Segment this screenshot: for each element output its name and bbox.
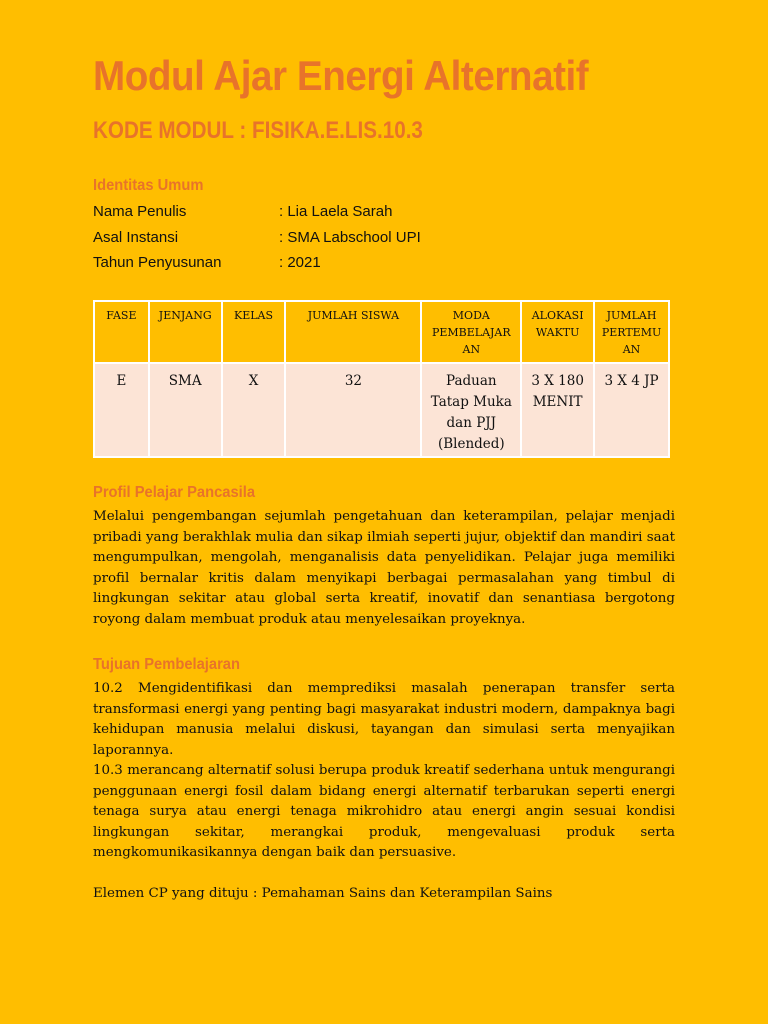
header-moda: MODA PEMBELAJAR AN xyxy=(421,301,521,363)
elemen-cp-text: Elemen CP yang dituju : Pemahaman Sains dan Keterampilan Sains xyxy=(93,886,553,901)
header-fase: FASE xyxy=(94,301,149,363)
tujuan-heading: Tujuan Pembelajaran xyxy=(93,656,240,673)
module-info-table xyxy=(93,300,670,458)
header-jumlah-siswa: JUMLAH SISWA xyxy=(285,301,421,363)
identitas-heading: Identitas Umum xyxy=(93,177,204,194)
page-title: Modul Ajar Energi Alternatif xyxy=(93,52,589,99)
module-code: KODE MODUL : FISIKA.E.LIS.10.3 xyxy=(93,117,423,144)
author-value: : Lia Laela Sarah xyxy=(279,203,393,220)
year-label: Tahun Penyusunan xyxy=(93,254,222,271)
cell-jumlah-siswa: 32 xyxy=(285,363,421,457)
tujuan-paragraph-2: 10.3 merancang alternatif solusi berupa produk kreatif sederhana untuk mengurangi penggunaan energi fosil dalam bidang energi alternatif terbarukan seperti energi tenaga surya atau energi tenaga mikrohidro atau energi angin sesuai kondisi lingkungan sekitar, merangkai produk, mengevaluasi produk serta mengkomunikasikannya dengan baik dan persuasive. xyxy=(93,763,675,860)
cell-pertemuan: 3 X 4 JP xyxy=(594,363,669,457)
tujuan-paragraph-1: 10.2 Mengidentifikasi dan memprediksi masalah penerapan transfer serta transformasi energi yang penting bagi masyarakat industri modern, dampaknya bagi kehidupan manusia melalui diskusi, tayangan dan simulasi serta menyajikan laporannya. xyxy=(93,681,675,758)
institution-label: Asal Instansi xyxy=(93,229,179,246)
cell-alokasi: 3 X 180 MENIT xyxy=(521,363,594,457)
table-row xyxy=(94,363,669,457)
institution-value: : SMA Labschool UPI xyxy=(279,229,421,246)
cell-moda: Paduan Tatap Muka dan PJJ (Blended) xyxy=(421,363,521,457)
author-label: Nama Penulis xyxy=(93,203,187,220)
header-pertemuan: JUMLAH PERTEMU AN xyxy=(594,301,669,363)
profil-heading: Profil Pelajar Pancasila xyxy=(93,484,256,501)
profil-paragraph: Melalui pengembangan sejumlah pengetahuan dan keterampilan, pelajar menjadi pribadi yang berakhlak mulia dan sikap ilmiah seperti jujur, objektif dan mandiri saat mengumpulkan, mengolah, menganalisis data penyelidikan. Pelajar juga memiliki profil bernalar kritis dalam menyikapi berbagai permasalahan yang timbul di lingkungan sekitar atau global serta kreatif, inovatif dan senantiasa bergotong royong dalam membuat produk atau menyelesaikan proyeknya. xyxy=(93,509,675,627)
header-alokasi: ALOKASI WAKTU xyxy=(521,301,594,363)
year-value: : 2021 xyxy=(279,254,321,271)
cell-jenjang: SMA xyxy=(149,363,222,457)
header-jenjang: JENJANG xyxy=(149,301,222,363)
header-kelas: KELAS xyxy=(222,301,286,363)
table-header-row xyxy=(94,301,669,363)
cell-fase: E xyxy=(94,363,149,457)
cell-kelas: X xyxy=(222,363,286,457)
